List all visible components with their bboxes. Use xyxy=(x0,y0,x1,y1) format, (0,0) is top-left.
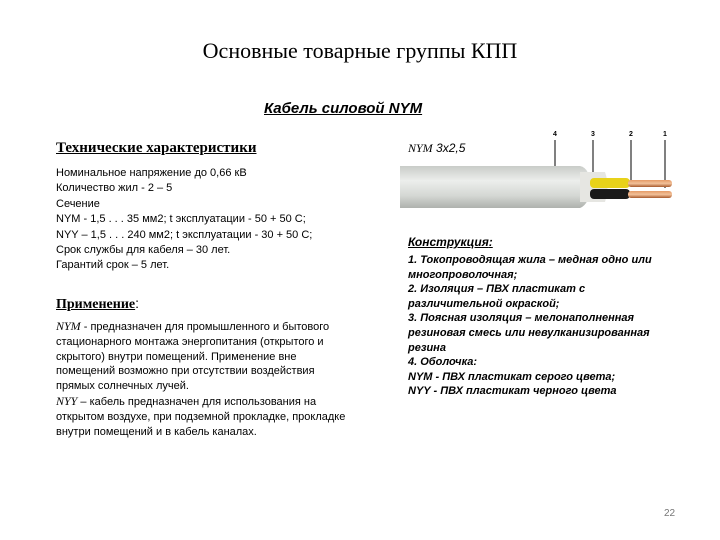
cable-label-type: NYM xyxy=(408,141,433,155)
construction-heading-text: Конструкция xyxy=(408,235,489,249)
construction-line: NYM - ПВХ пластикат серого цвета; xyxy=(408,370,616,383)
tech-heading: Технические характеристики xyxy=(56,140,257,156)
construction-line: 3. Поясная изоляция – мелонаполненная xyxy=(408,312,635,325)
tech-line: Количество жил - 2 – 5 xyxy=(56,182,173,195)
nym-term: NYM xyxy=(56,319,81,333)
construction-line: многопроволочная; xyxy=(408,268,518,281)
application-heading-colon: : xyxy=(135,295,140,311)
nyy-term: NYY xyxy=(56,393,78,408)
nym-description: - предназначен для промышленного и бытового стационарного монтажа энергопитания (открытого и скрытого) внутри помещений. Применение вне помещений возможно при отсутствии воздействия прямых солнечных лучей. xyxy=(56,321,330,393)
layer-number-2: 2 xyxy=(629,131,633,138)
copper-conductor xyxy=(628,180,672,187)
application-text xyxy=(56,319,356,439)
cable-sheath xyxy=(400,166,590,208)
slide-title: Основные товарные группы КПП xyxy=(202,38,518,63)
tech-line: Сечение xyxy=(56,197,100,210)
black-core-insulation xyxy=(590,189,630,199)
cable-illustration xyxy=(400,128,700,223)
application-heading-text: Применение xyxy=(56,297,136,312)
construction-line: 4. Оболочка: xyxy=(408,356,478,369)
construction-line: 1. Токопроводящая жила – медная одно или xyxy=(408,254,652,266)
layer-number-3: 3 xyxy=(591,131,595,138)
tech-line: Гарантий срок – 5 лет. xyxy=(56,259,170,272)
copper-conductor xyxy=(628,191,672,198)
construction-heading xyxy=(408,235,493,249)
construction-list xyxy=(408,253,708,399)
construction-line: различительной окраской; xyxy=(408,297,560,310)
tech-line: Номинальное напряжение до 0,66 кВ xyxy=(56,167,247,179)
page-number: 22 xyxy=(664,508,676,519)
layer-number-4: 4 xyxy=(553,131,557,138)
cable-label-size: 3х2,5 xyxy=(432,141,466,155)
tech-line: NYY – 1,5 . . . 240 мм2; t эксплуатации - 30 + 50 С; xyxy=(56,228,313,241)
application-heading xyxy=(56,295,139,313)
construction-line: 2. Изоляция – ПВХ пластикат с xyxy=(408,283,586,296)
nyy-description: – кабель предназначен для использования на открытом воздухе, при подземной прокладке, прокладке внутри помещений и в кабель каналах. xyxy=(56,395,346,438)
subtitle: Кабель силовой NYM xyxy=(264,100,423,117)
construction-line: резиновая смесь или невулканизированная xyxy=(408,326,650,339)
tech-list xyxy=(56,166,396,274)
tech-line: Срок службы для кабеля – 30 лет. xyxy=(56,244,231,257)
layer-number-1: 1 xyxy=(663,131,667,138)
yellow-core-insulation xyxy=(590,178,630,188)
construction-heading-colon: : xyxy=(488,235,493,249)
construction-line: резина xyxy=(408,341,446,354)
tech-line: NYM - 1,5 . . . 35 мм2; t эксплуатации - 50 + 50 С; xyxy=(56,213,306,226)
construction-line: NYY - ПВХ пластикат черного цвета xyxy=(408,385,617,398)
